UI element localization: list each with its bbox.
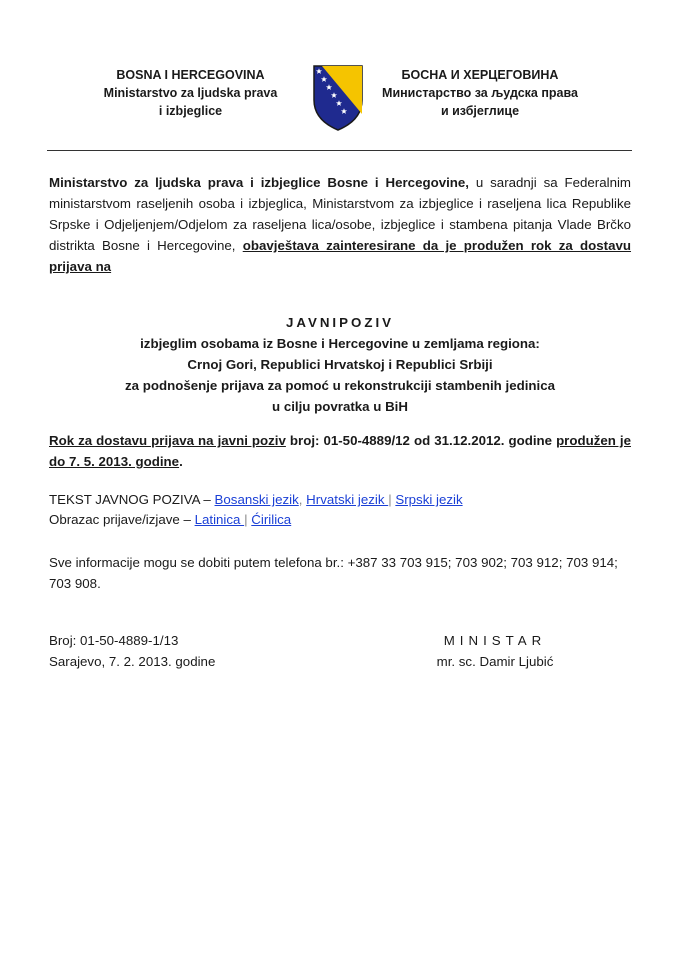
- public-call-line-3: za podnošenje prijava za pomoć u rekonstrukciji stambenih jedinica: [124, 378, 556, 393]
- public-call-line-4: u cilju povratka u BiH: [272, 399, 408, 414]
- intro-body: u saradnji sa Federalnim ministarstvom raseljenih osoba i izbjeglica, Ministarstvom za izbjeglice i raseljena lica Republike Srpske i Odjeljenjem/Odjelom za raseljena lica/osobe, izbjeglice i stambena pitanja Vlade Brčko distrikta Bosne i Hercegovine,: [49, 175, 632, 253]
- header-cyrillic: [370, 66, 590, 120]
- contact-paragraph: Sve informacije mogu se dobiti putem telefona br.: +387 33 703 915; 703 902; 703 912; 703 914; 703 908.: [49, 555, 618, 591]
- document-reference: [49, 630, 215, 672]
- public-call-line-2: Crnoj Gori, Republici Hrvatskoj i Republici Srbiji: [187, 357, 493, 372]
- header-divider: [47, 150, 632, 151]
- public-call-block: [49, 312, 631, 417]
- link-separator: |: [244, 512, 248, 527]
- deadline-number: broj: 01-50-4889/12 od 31.12.2012. godine: [285, 433, 557, 448]
- reference-number: Broj: 01-50-4889-1/13: [49, 633, 179, 648]
- coat-of-arms-icon: [310, 62, 366, 132]
- header-ministry-latin-cont: i izbjeglice: [158, 104, 223, 118]
- place-and-date: Sarajevo, 7. 2. 2013. godine: [49, 654, 216, 669]
- signatory-name: mr. sc. Damir Ljubić: [436, 654, 554, 669]
- signature-block: [400, 630, 590, 672]
- header-ministry-latin: Ministarstvo za ljudska prava: [103, 86, 278, 100]
- link-latinica[interactable]: Latinica: [194, 512, 245, 527]
- intro-ministry-name: Ministarstvo za ljudska prava i izbjeglice Bosne i Hercegovine,: [49, 175, 470, 190]
- intro-paragraph: [49, 172, 631, 277]
- document-links: [49, 490, 463, 530]
- link-srpski[interactable]: Srpski jezik: [395, 492, 463, 507]
- deadline-period: .: [179, 454, 183, 469]
- intro-announcement: obavještava zainteresirane da je produžen rok za dostavu prijava na: [49, 238, 632, 274]
- header-country-latin: BOSNA I HERCEGOVINA: [116, 68, 265, 82]
- deadline-paragraph: [49, 430, 631, 472]
- signatory-title: MINISTAR: [443, 633, 547, 648]
- header-country-cyrillic: БОСНА И ХЕРЦЕГОВИНА: [401, 68, 559, 82]
- text-links-row: [49, 490, 463, 510]
- deadline-lead: Rok za dostavu prijava na javni poziv: [49, 433, 286, 448]
- link-hrvatski[interactable]: Hrvatski jezik: [306, 492, 389, 507]
- form-links-row: [49, 510, 463, 530]
- link-bosanski[interactable]: Bosanski jezik: [214, 492, 299, 507]
- deadline-extended: produžen je do 7. 5. 2013. godine: [49, 433, 631, 469]
- link-separator: |: [388, 492, 392, 507]
- header-ministry-cyrillic: Министарство за људска права: [382, 86, 578, 100]
- public-call-line-1: izbjeglim osobama iz Bosne i Hercegovine u zemljama regiona:: [140, 336, 540, 351]
- form-links-label: Obrazac prijave/izjave –: [49, 512, 195, 527]
- link-cirilica[interactable]: Ćirilica: [251, 512, 292, 527]
- text-links-label: TEKST JAVNOG POZIVA –: [49, 492, 215, 507]
- header-latin: [88, 66, 293, 120]
- link-separator: ,: [298, 492, 307, 507]
- public-call-title: JAVNIPOZIV: [285, 315, 395, 330]
- header-ministry-cyrillic-cont: и избјеглице: [440, 104, 520, 118]
